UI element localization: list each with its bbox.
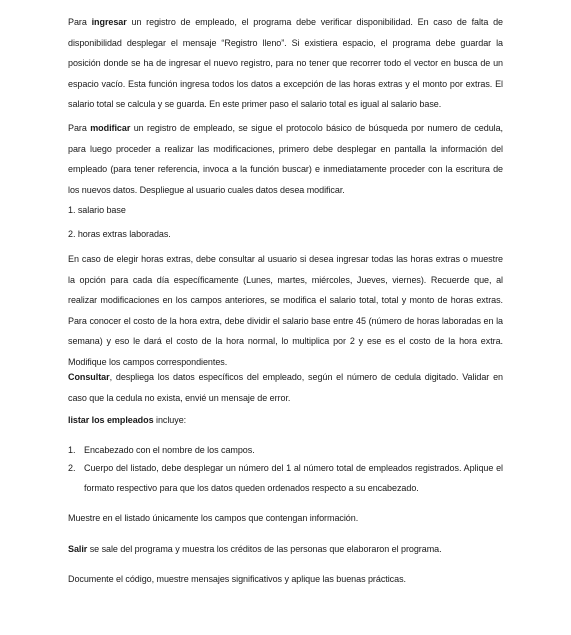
paragraph-listar bbox=[68, 410, 186, 430]
list-number: 1. bbox=[68, 445, 76, 455]
list-text: Encabezado con el nombre de los campos. bbox=[84, 445, 255, 455]
list-item bbox=[68, 440, 503, 460]
term-consultar: Consultar bbox=[68, 372, 110, 382]
term-ingresar: ingresar bbox=[91, 17, 127, 27]
paragraph-body: un registro de empleado, se sigue el protocolo básico de búsqueda por numero de cedula, para luego proceder a realizar las modificaciones, primero debe desplegar en pantalla la información del empleado (para tener referencia, invoca a la función buscar) e inmediatamente proceder con la escritura de los nuevos datos. Despliegue al usuario cuales datos desea modificar. bbox=[68, 123, 504, 195]
paragraph-lead: Para bbox=[68, 17, 92, 27]
paragraph-ingresar bbox=[68, 12, 503, 115]
option-salario-base: 1. salario base bbox=[68, 205, 126, 215]
list-number: 2. bbox=[68, 463, 76, 473]
list-text: Cuerpo del listado, debe desplegar un número del 1 al número total de empleados registrados. Aplique el formato respectivo para que los datos queden ordenados respecto a su encabezado. bbox=[84, 463, 503, 493]
paragraph-modificar bbox=[68, 118, 503, 200]
term-modificar: modificar bbox=[90, 123, 131, 133]
paragraph-consultar bbox=[68, 367, 503, 408]
option-horas-extras: 2. horas extras laboradas. bbox=[68, 229, 171, 239]
paragraph-body: incluye: bbox=[153, 415, 187, 425]
paragraph-horas-extras: En caso de elegir horas extras, debe consultar al usuario si desea ingresar todas las horas extras o muestre la opción para cada día específicamente (Lunes, martes, miércoles, Jueves, viernes). Recuerde que, al realizar modificaciones en los campos anteriores, se modifica el salario total, total y monto de horas extras. Para conocer el costo de la hora extra, debe dividir el salario base entre 45 (número de horas laboradas en la semana) y eso le dará el costo de la hora normal, lo multiplica por 2 y ese es el costo de la hora extra. Modifique los campos correspondientes. bbox=[68, 254, 503, 367]
paragraph-body: un registro de empleado, el programa debe verificar disponibilidad. En caso de falta de disponibilidad desplegar el mensaje “Registro lleno”. Si existiera espacio, el programa debe guardar la posición donde se ha de ingresar el nuevo registro, para no tener que recorrer todo el vector en busca de un espacio vacío. Esta función ingresa todos los datos a excepción de las horas extras y el monto por extras. El salario total se calcula y se guarda. En este primer paso el salario total es igual al salario base. bbox=[68, 17, 504, 109]
paragraph-muestre: Muestre en el listado únicamente los campos que contengan información. bbox=[68, 513, 359, 523]
paragraph-documente: Documente el código, muestre mensajes significativos y aplique las buenas prácticas. bbox=[68, 574, 406, 584]
term-salir: Salir bbox=[68, 544, 88, 554]
paragraph-body: se sale del programa y muestra los créditos de las personas que elaboraron el programa. bbox=[87, 544, 442, 554]
term-listar: listar los empleados bbox=[68, 415, 154, 425]
paragraph-body: , despliega los datos específicos del empleado, según el número de cedula digitado. Validar en caso que la cedula no exista, envié un mensaje de error. bbox=[68, 372, 503, 403]
paragraph-lead: Para bbox=[68, 123, 91, 133]
paragraph-salir bbox=[68, 539, 442, 559]
list-item bbox=[68, 458, 503, 498]
